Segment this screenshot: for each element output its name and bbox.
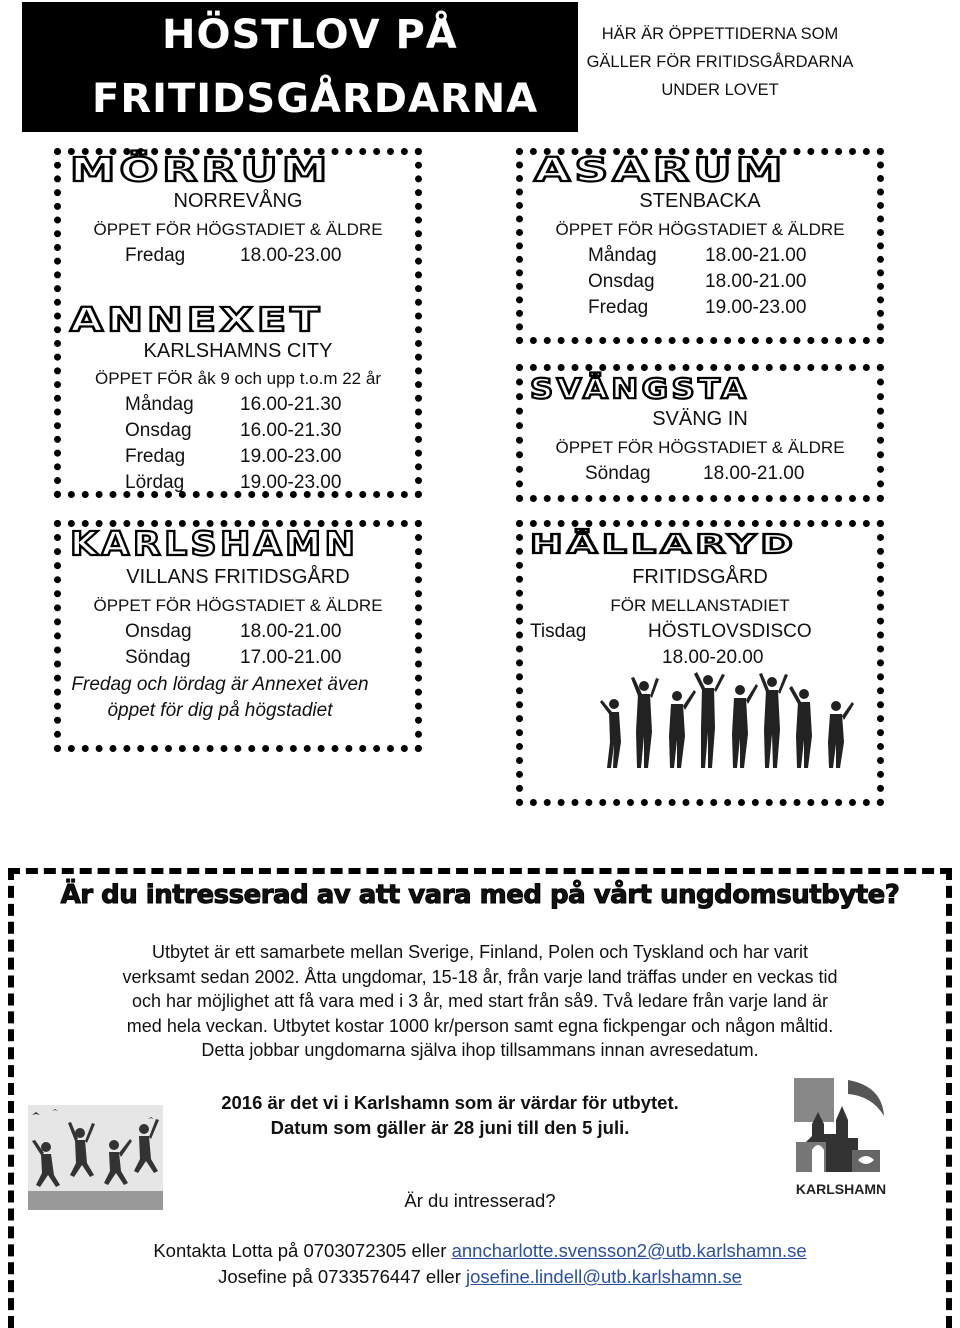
contact-josefine-text: Josefine på 0733576447 eller — [218, 1266, 466, 1287]
contact-line-josefine — [0, 1266, 960, 1288]
promo-heading: Är du intresserad av att vara med på vårt ungdomsutbyte? — [60, 880, 900, 910]
annexet-time: 16.00-21.30 — [240, 394, 342, 415]
morrum-time: 18.00-23.00 — [240, 245, 342, 266]
karlshamn-time: 18.00-21.00 — [240, 621, 342, 642]
hallaryd-venue: FRITIDSGÅRD — [632, 566, 768, 588]
asarum-day: Onsdag — [588, 271, 655, 292]
svangsta-heading: SVÄNGSTA — [530, 372, 750, 405]
annexet-venue: KARLSHAMNS CITY — [143, 340, 333, 362]
title-line1: HÖSTLOV PÅ — [162, 12, 458, 58]
svangsta-venue: SVÄNG IN — [652, 408, 748, 430]
header-note-line: HÄR ÄR ÖPPETTIDERNA SOM — [601, 25, 839, 43]
promo-body-line: Detta jobbar ungdomarna själva ihop tillsammans innan avresedatum. — [201, 1040, 759, 1060]
host-line: 2016 är det vi i Karlshamn som är värdar för utbytet. — [221, 1092, 679, 1113]
contact-lotta-text: Kontakta Lotta på 0703072305 eller — [153, 1240, 452, 1261]
karlshamn-audience: ÖPPET FÖR HÖGSTADIET & ÄLDRE — [93, 596, 383, 615]
annexet-audience: ÖPPET FÖR åk 9 och upp t.o.m 22 år — [95, 369, 381, 388]
svangsta-audience: ÖPPET FÖR HÖGSTADIET & ÄLDRE — [555, 438, 845, 457]
josefine-email-link[interactable]: josefine.lindell@utb.karlshamn.se — [466, 1266, 742, 1287]
karlshamn-time: 17.00-21.00 — [240, 647, 342, 668]
svangsta-day: Söndag — [585, 463, 651, 484]
asarum-heading: ASARUM — [534, 150, 787, 189]
annexet-heading: ANNEXET — [70, 300, 324, 339]
header-note-line: UNDER LOVET — [661, 81, 779, 99]
annexet-day: Måndag — [125, 394, 194, 415]
asarum-audience: ÖPPET FÖR HÖGSTADIET & ÄLDRE — [555, 220, 845, 239]
annexet-time: 16.00-21.30 — [240, 420, 342, 441]
annexet-day: Lördag — [125, 472, 185, 493]
promo-body — [20, 940, 940, 1063]
lotta-email-link[interactable]: anncharlotte.svensson2@utb.karlshamn.se — [451, 1240, 807, 1261]
karlshamn-heading: KARLSHAMN — [70, 524, 359, 563]
morrum-heading: MÖRRUM — [70, 150, 332, 189]
promo-body-line: verksamt sedan 2002. Åtta ungdomar, 15-18 år, från varje land träffas under en veckas tid — [122, 966, 838, 987]
promo-body-line: och har möjlighet att få vara med i 3 år, med start från så9. Två ledare från varje land är — [131, 991, 828, 1011]
promo-body-line: med hela veckan. Utbytet kostar 1000 kr/person samt egna fickpengar och någon måltid. — [126, 1015, 834, 1036]
annexet-day: Fredag — [125, 446, 186, 467]
asarum-day: Fredag — [588, 297, 649, 318]
morrum-day: Fredag — [125, 245, 186, 266]
karlshamn-note: öppet för dig på högstadiet — [107, 700, 333, 721]
logo-text: KARLSHAMN — [795, 1181, 887, 1197]
karlshamn-note: Fredag och lördag är Annexet även — [71, 674, 369, 695]
hallaryd-event: HÖSTLOVSDISCO — [648, 621, 812, 642]
header-note-line: GÄLLER FÖR FRITIDSGÅRDARNA — [586, 53, 854, 71]
title-banner — [22, 2, 578, 132]
hallaryd-audience: FÖR MELLANSTADIET — [610, 596, 790, 615]
morrum-venue: NORREVÅNG — [173, 190, 303, 212]
asarum-day: Måndag — [588, 245, 657, 266]
contact-line-lotta — [0, 1240, 960, 1262]
asarum-time: 18.00-21.00 — [705, 271, 807, 292]
promo-body-line: Utbytet är ett samarbete mellan Sverige, Finland, Polen och Tyskland och har varit — [152, 942, 808, 962]
morrum-audience: ÖPPET FÖR HÖGSTADIET & ÄLDRE — [93, 220, 383, 239]
title-line2: FRITIDSGÅRDARNA — [92, 76, 539, 122]
hallaryd-day: Tisdag — [530, 621, 587, 642]
hallaryd-heading: HÄLLARYD — [530, 530, 798, 560]
asarum-venue: STENBACKA — [639, 190, 761, 212]
karlshamn-day: Söndag — [125, 647, 191, 668]
dancers-silhouette-icon — [596, 672, 866, 770]
karlshamn-venue: VILLANS FRITIDSGÅRD — [126, 566, 350, 588]
annexet-time: 19.00-23.00 — [240, 446, 342, 467]
asarum-time: 18.00-21.00 — [705, 245, 807, 266]
hallaryd-time: 18.00-20.00 — [662, 647, 764, 668]
svangsta-time: 18.00-21.00 — [703, 463, 805, 484]
asarum-time: 19.00-23.00 — [705, 297, 807, 318]
interested-question: Är du intresserad? — [404, 1190, 556, 1211]
annexet-time: 19.00-23.00 — [240, 472, 342, 493]
karlshamn-logo-icon — [792, 1076, 890, 1202]
annexet-day: Onsdag — [125, 420, 192, 441]
karlshamn-day: Onsdag — [125, 621, 192, 642]
header-note — [580, 20, 860, 104]
date-line: Datum som gäller är 28 juni till den 5 juli. — [270, 1117, 630, 1138]
